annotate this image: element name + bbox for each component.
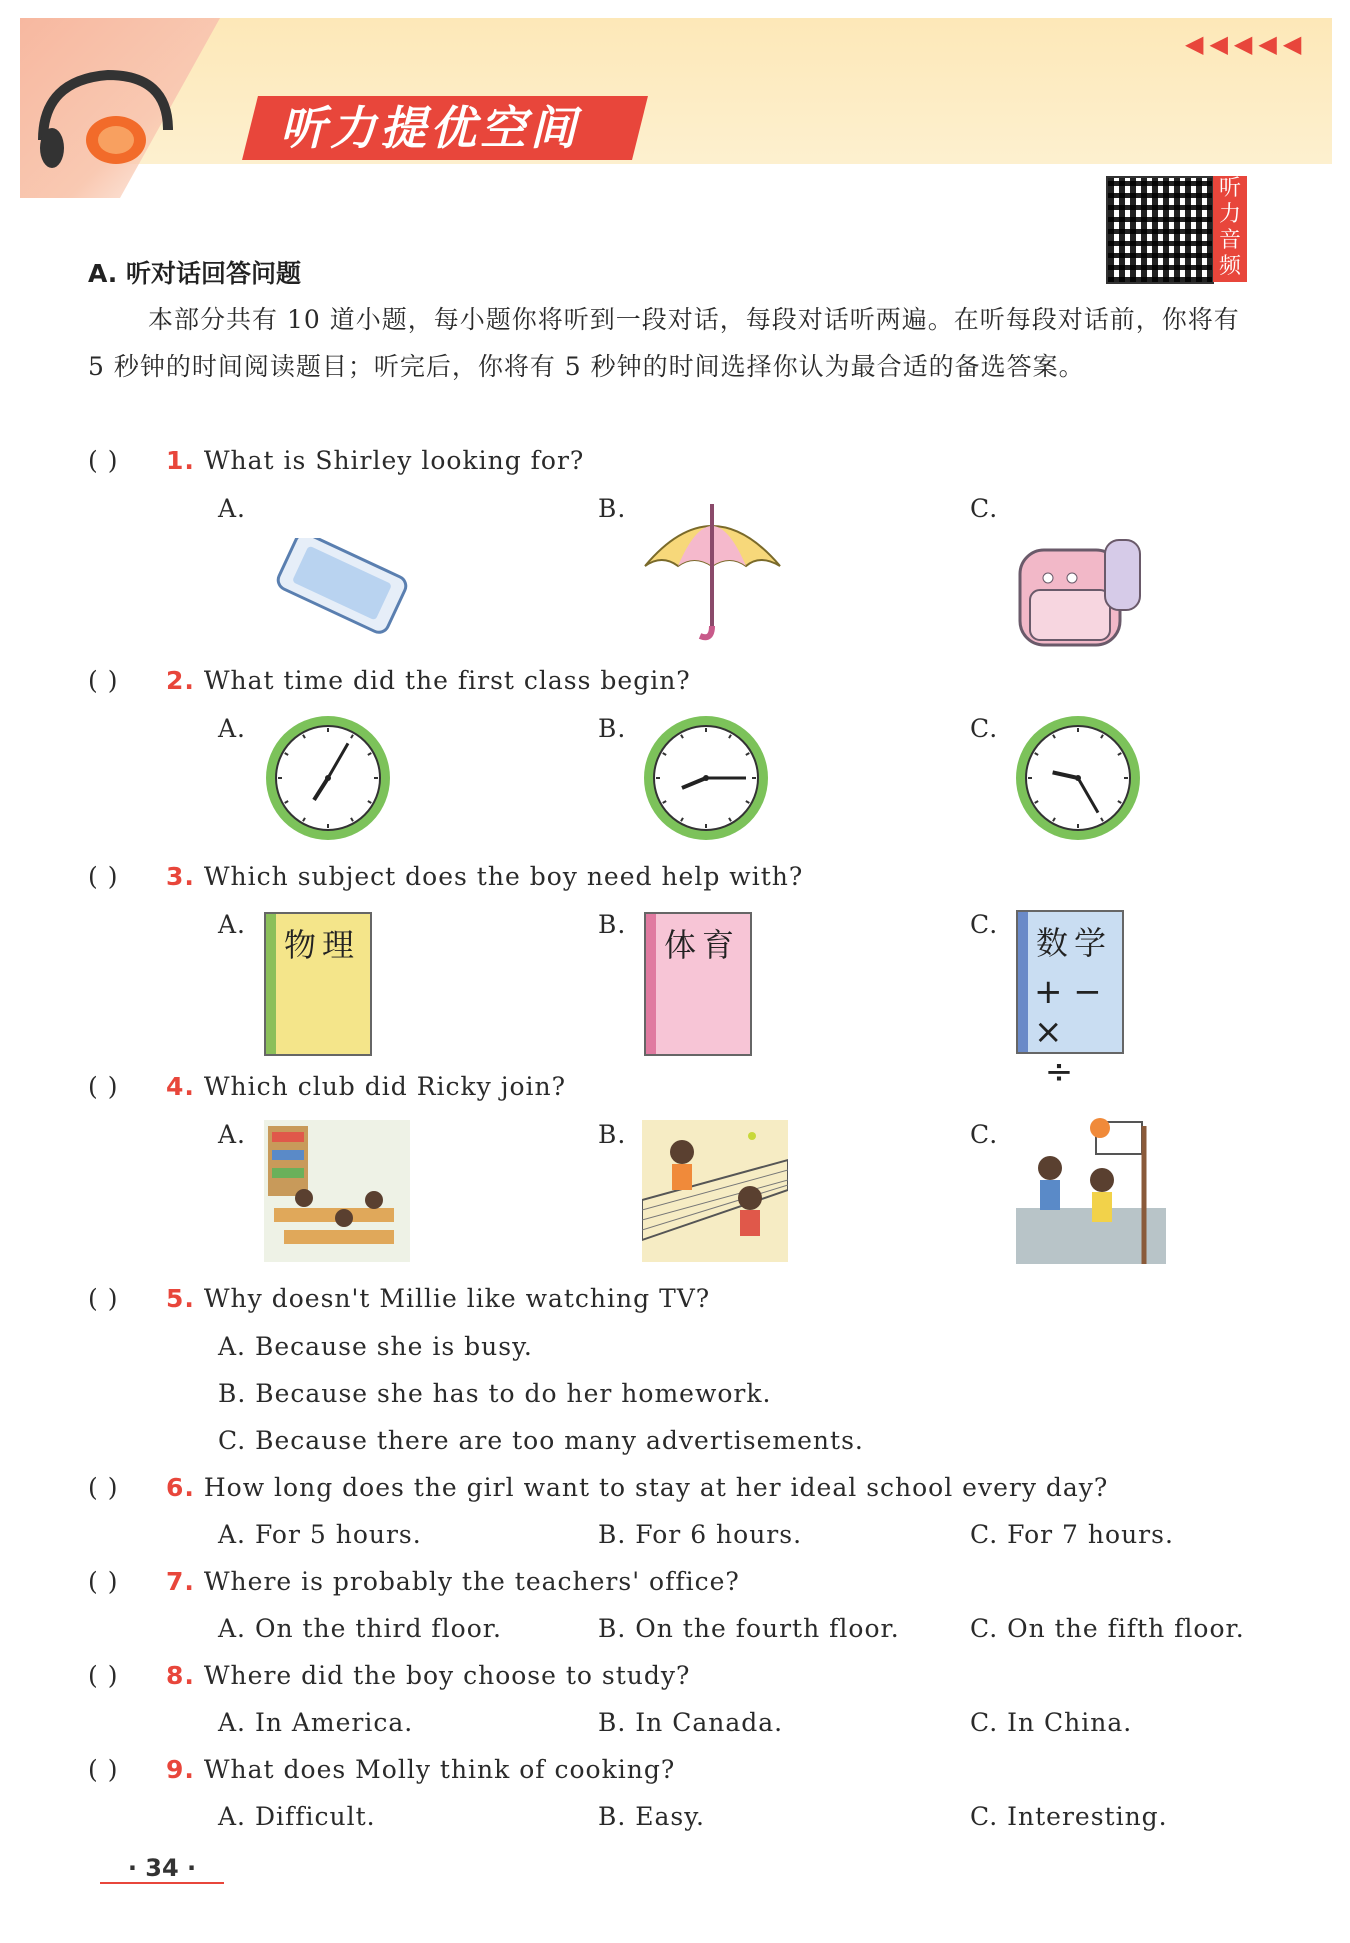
qr-label: 听力音频	[1213, 176, 1247, 282]
question-text: What is Shirley looking for?	[203, 446, 585, 475]
question-text: Where is probably the teachers' office?	[203, 1567, 740, 1596]
question-8	[88, 1661, 690, 1690]
question-number: 3.	[166, 862, 195, 891]
question-4	[88, 1072, 566, 1101]
question-text: Which club did Ricky join?	[203, 1072, 567, 1101]
headphones-icon	[28, 60, 178, 180]
answer-blank[interactable]: ( )	[88, 1661, 119, 1690]
option-label: A.	[218, 1120, 247, 1149]
answer-blank[interactable]: ( )	[88, 862, 119, 891]
question-number: 1.	[166, 446, 195, 475]
option-text: A. For 5 hours.	[218, 1520, 422, 1549]
option-text: B. For 6 hours.	[598, 1520, 803, 1549]
option-text: B. Easy.	[598, 1802, 705, 1831]
arrow-decoration-icon: ◀◀◀◀◀	[1185, 30, 1308, 58]
question-number: 7.	[166, 1567, 195, 1596]
book-title: 数学	[1036, 924, 1113, 962]
question-text: Which subject does the boy need help with?	[203, 862, 804, 891]
option-label: C.	[970, 910, 999, 939]
question-number: 5.	[166, 1284, 195, 1313]
pe-book-icon	[644, 912, 752, 1056]
header-banner	[20, 18, 1332, 164]
math-symbols-icon: + − × ÷	[1034, 972, 1102, 1092]
option-label: C.	[970, 714, 999, 743]
library-reading-icon	[264, 1120, 410, 1262]
clock-icon	[262, 712, 394, 844]
option-text: B. Because she has to do her homework.	[218, 1379, 772, 1408]
tennis-icon	[642, 1120, 788, 1262]
answer-blank[interactable]: ( )	[88, 1284, 119, 1313]
question-7	[88, 1567, 740, 1596]
page-number: · 34 ·	[100, 1854, 224, 1884]
option-label: C.	[970, 494, 999, 523]
question-number: 9.	[166, 1755, 195, 1784]
section-intro: 本部分共有 10 道小题，每小题你将听到一段对话，每段对话听两遍。在听每段对话前，你将有 5 秒钟的时间阅读题目；听完后，你将有 5 秒钟的时间选择你认为最合适的备选答案。	[88, 305, 1240, 381]
answer-blank[interactable]: ( )	[88, 1473, 119, 1502]
option-text: A. Because she is busy.	[218, 1332, 533, 1361]
question-6	[88, 1473, 1108, 1502]
question-text: How long does the girl want to stay at her ideal school every day?	[203, 1473, 1109, 1502]
option-text: B. In Canada.	[598, 1708, 784, 1737]
book-title: 体育	[664, 926, 741, 964]
section-title: A. 听对话回答问题	[88, 259, 302, 288]
question-number: 2.	[166, 666, 195, 695]
option-text: A. Difficult.	[218, 1802, 376, 1831]
phone-icon	[262, 538, 412, 638]
option-text: B. On the fourth floor.	[598, 1614, 900, 1643]
physics-book-icon	[264, 912, 372, 1056]
answer-blank[interactable]: ( )	[88, 1567, 119, 1596]
umbrella-icon	[640, 496, 785, 646]
basketball-icon	[1016, 1118, 1166, 1264]
math-book-icon	[1016, 910, 1124, 1092]
option-label: B.	[598, 910, 627, 939]
question-number: 4.	[166, 1072, 195, 1101]
option-label: B.	[598, 1120, 627, 1149]
option-label: B.	[598, 714, 627, 743]
question-text: What does Molly think of cooking?	[203, 1755, 676, 1784]
question-9	[88, 1755, 675, 1784]
option-label: A.	[218, 494, 247, 523]
question-text: Why doesn't Millie like watching TV?	[203, 1284, 711, 1313]
question-1	[88, 446, 584, 475]
question-text: What time did the first class begin?	[203, 666, 691, 695]
option-label: B.	[598, 494, 627, 523]
answer-blank[interactable]: ( )	[88, 666, 119, 695]
option-text: A. On the third floor.	[218, 1614, 502, 1643]
option-label: A.	[218, 714, 247, 743]
question-2	[88, 666, 691, 695]
option-text: C. For 7 hours.	[970, 1520, 1174, 1549]
option-text: C. In China.	[970, 1708, 1133, 1737]
answer-blank[interactable]: ( )	[88, 446, 119, 475]
answer-blank[interactable]: ( )	[88, 1755, 119, 1784]
banner-title: 听力提优空间	[280, 101, 580, 155]
qr-code-icon[interactable]	[1106, 176, 1214, 284]
option-label: A.	[218, 910, 247, 939]
option-text: C. On the fifth floor.	[970, 1614, 1245, 1643]
answer-blank[interactable]: ( )	[88, 1072, 119, 1101]
clock-icon	[640, 712, 772, 844]
option-text: C. Because there are too many advertisements.	[218, 1426, 864, 1455]
question-text: Where did the boy choose to study?	[203, 1661, 691, 1690]
question-number: 6.	[166, 1473, 195, 1502]
option-text: A. In America.	[218, 1708, 414, 1737]
question-number: 8.	[166, 1661, 195, 1690]
clock-icon	[1012, 712, 1144, 844]
option-text: C. Interesting.	[970, 1802, 1168, 1831]
backpack-icon	[1010, 530, 1150, 650]
question-3	[88, 862, 803, 891]
question-5	[88, 1284, 710, 1313]
option-label: C.	[970, 1120, 999, 1149]
book-title: 物理	[284, 926, 361, 964]
